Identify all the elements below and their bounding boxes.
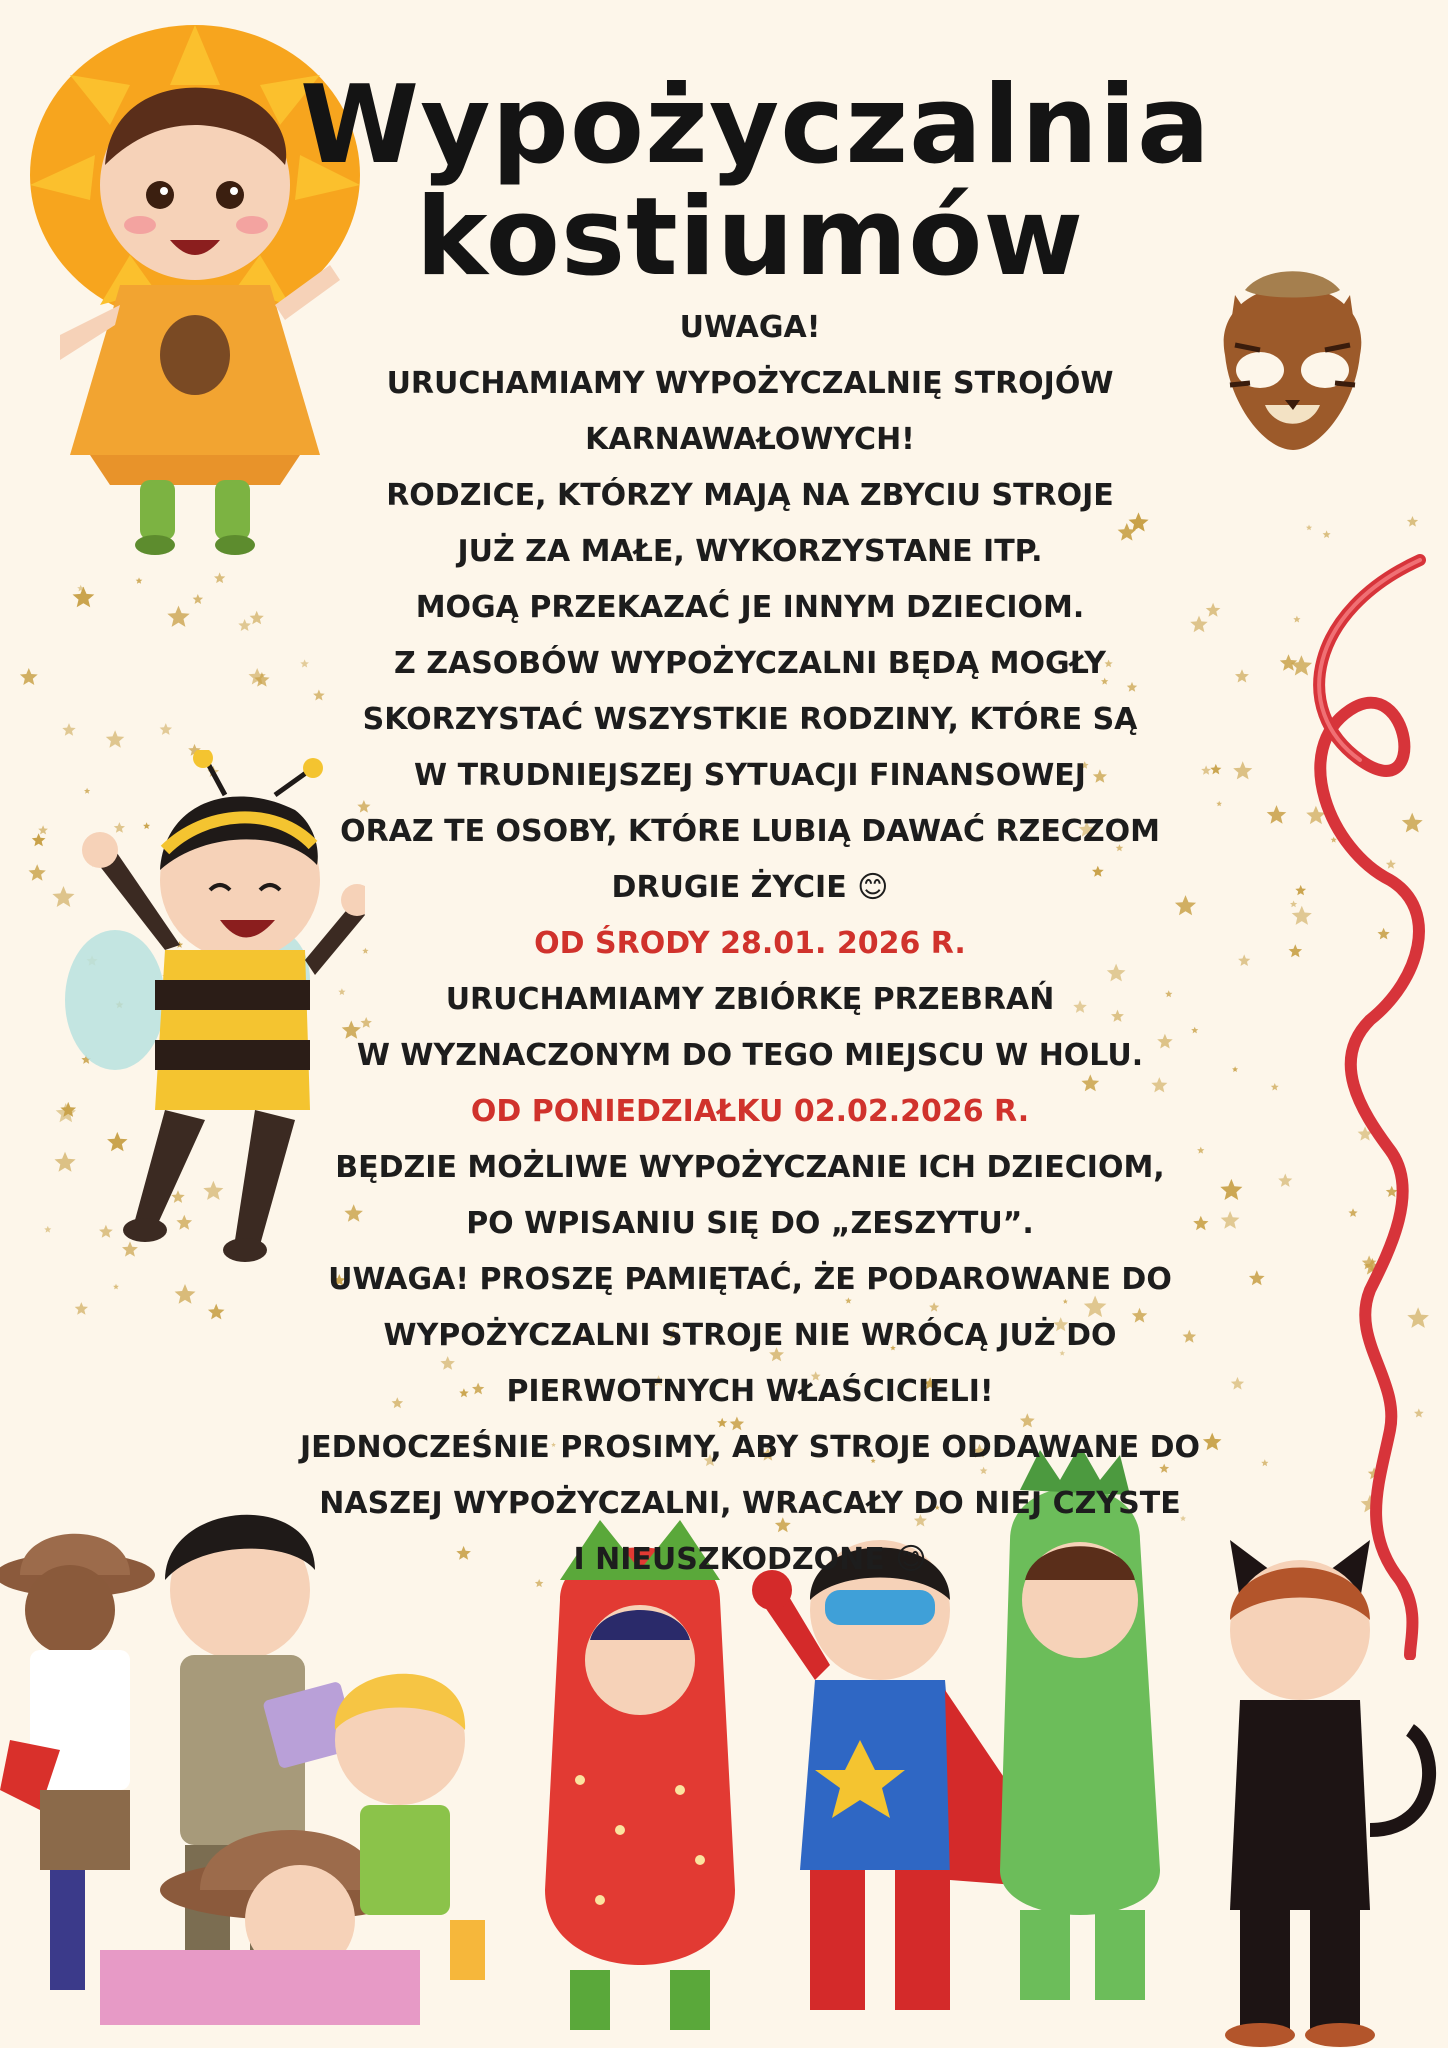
star-confetti-icon xyxy=(1306,525,1312,531)
text-line: MOGĄ PRZEKAZAĆ JE INNYM DZIECIOM. xyxy=(415,590,1085,625)
text-line: ORAZ TE OSOBY, KTÓRE LUBIĄ DAWAĆ RZECZOM xyxy=(340,814,1160,849)
star-confetti-icon xyxy=(1232,1066,1238,1072)
text-line: UWAGA! PROSZĘ PAMIĘTAĆ, ŻE PODAROWANE DO xyxy=(328,1262,1172,1297)
star-confetti-icon xyxy=(1407,516,1418,527)
text-line: W WYZNACZONYM DO TEGO MIEJSCU W HOLU. xyxy=(356,1038,1144,1073)
star-confetti-icon xyxy=(238,619,251,631)
star-confetti-icon xyxy=(73,587,95,608)
text-line: UWAGA! xyxy=(679,310,821,345)
text-line: JUŻ ZA MAŁE, WYKORZYSTANE ITP. xyxy=(457,534,1043,569)
tiger-mask-icon xyxy=(1205,265,1380,465)
text-line: PO WPISANIU SIĘ DO „ZESZYTU”. xyxy=(466,1206,1034,1241)
star-confetti-icon xyxy=(193,594,204,604)
text-line: PIERWOTNYCH WŁAŚCICIELI! xyxy=(506,1374,994,1409)
star-confetti-icon xyxy=(1231,1377,1244,1390)
text-line: I NIEUSZKODZONE 😊 xyxy=(573,1542,927,1577)
star-confetti-icon xyxy=(1233,761,1252,779)
text-line: SKORZYSTAĆ WSZYSTKIE RODZINY, KTÓRE SĄ xyxy=(362,702,1138,737)
text-line: BĘDZIE MOŻLIWE WYPOŻYCZANIE ICH DZIECIOM, xyxy=(335,1150,1165,1185)
text-line: WYPOŻYCZALNI STROJE NIE WRÓCĄ JUŻ DO xyxy=(383,1318,1117,1353)
star-confetti-icon xyxy=(106,730,125,748)
star-confetti-icon xyxy=(1235,669,1249,682)
text-line: KARNAWAŁOWYCH! xyxy=(585,422,915,457)
star-confetti-icon xyxy=(1323,530,1331,538)
text-line: RODZICE, KTÓRZY MAJĄ NA ZBYCIU STROJE xyxy=(386,478,1114,513)
announcement-text xyxy=(280,300,1220,1588)
star-confetti-icon xyxy=(20,668,38,685)
star-confetti-icon xyxy=(1220,1179,1242,1200)
text-line: DRUGIE ŻYCIE 😊 xyxy=(611,870,889,905)
page-title xyxy=(300,63,1211,300)
date-highlight: OD PONIEDZIAŁKU 02.02.2026 R. xyxy=(470,1094,1030,1129)
date-highlight: OD ŚRODY 28.01. 2026 R. xyxy=(534,926,966,961)
title-line-2: kostiumów xyxy=(415,175,1085,300)
text-line: URUCHAMIAMY ZBIÓRKĘ PRZEBRAŃ xyxy=(445,982,1055,1017)
star-confetti-icon xyxy=(160,723,172,735)
text-line: NASZEJ WYPOŻYCZALNI, WRACAŁY DO NIEJ CZYSTE xyxy=(319,1486,1181,1521)
text-line: JEDNOCZEŚNIE PROSIMY, ABY STROJE ODDAWANE DO xyxy=(299,1430,1201,1465)
text-line: URUCHAMIAMY WYPOŻYCZALNIĘ STROJÓW xyxy=(386,366,1114,401)
star-confetti-icon xyxy=(167,606,189,627)
star-confetti-icon xyxy=(250,611,264,625)
text-line: W TRUDNIEJSZEJ SYTUACJI FINANSOWEJ xyxy=(414,758,1086,793)
star-confetti-icon xyxy=(136,577,143,583)
title-line-1: Wypożyczalnia xyxy=(300,63,1211,188)
star-confetti-icon xyxy=(1221,1211,1240,1229)
star-confetti-icon xyxy=(1249,1270,1265,1285)
star-confetti-icon xyxy=(1238,954,1250,966)
text-line: Z ZASOBÓW WYPOŻYCZALNI BĘDĄ MOGŁY xyxy=(394,646,1106,681)
star-confetti-icon xyxy=(62,723,75,736)
